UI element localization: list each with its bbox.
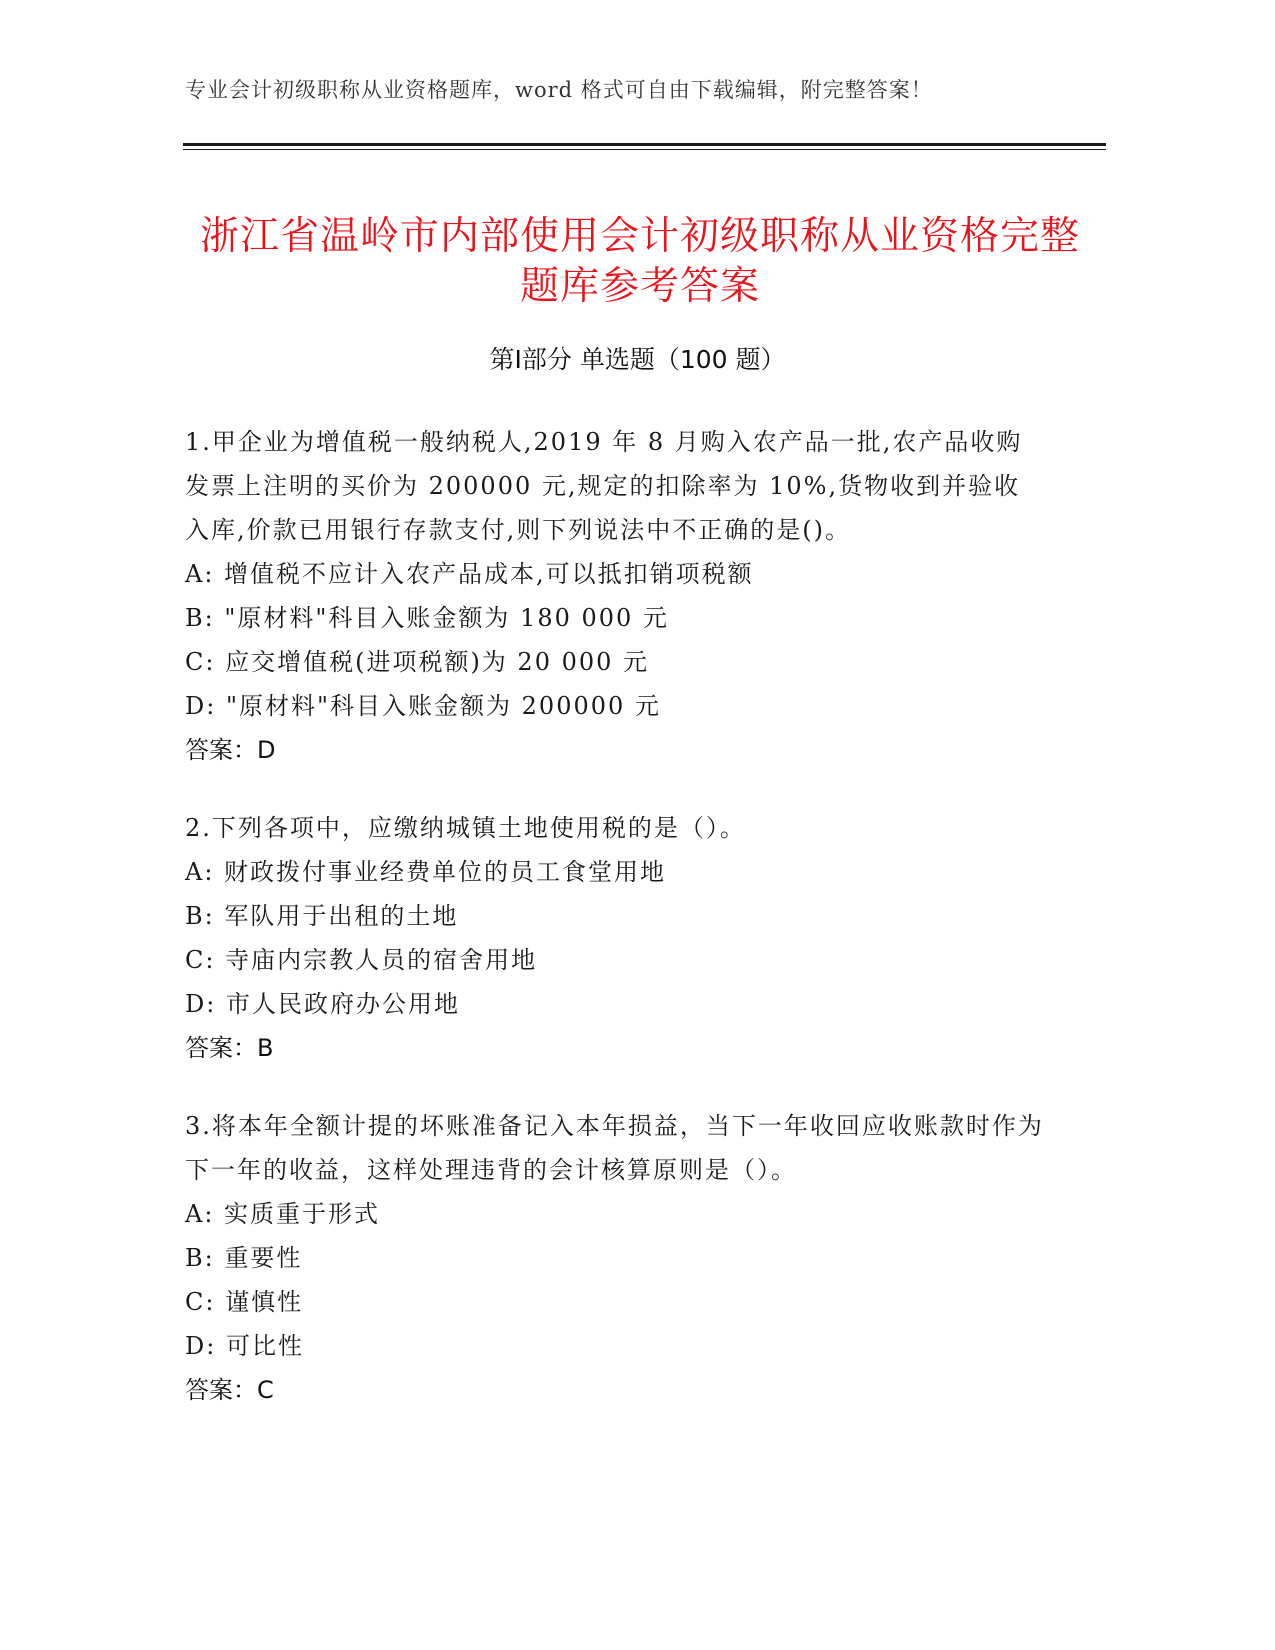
option-a: A: 实质重于形式 <box>185 1200 381 1228</box>
answer-line: 答案：D <box>185 736 276 764</box>
answer-line: 答案：C <box>185 1376 274 1404</box>
option-a: A: 财政拨付事业经费单位的员工食堂用地 <box>185 858 667 886</box>
question-item <box>185 806 1045 1070</box>
option-d: D: 市人民政府办公用地 <box>185 990 460 1018</box>
option-b: B: 重要性 <box>185 1244 303 1272</box>
header-note: 专业会计初级职称从业资格题库，word 格式可自由下载编辑，附完整答案！ <box>185 78 933 102</box>
option-c: C: 寺庙内宗教人员的宿舍用地 <box>185 946 538 974</box>
header-divider-thin <box>183 149 1106 150</box>
section-heading: 第Ⅰ部分 单选题（100 题） <box>489 345 786 374</box>
option-c: C: 应交增值税(进项税额)为 20 000 元 <box>185 648 650 676</box>
document-title: 浙江省温岭市内部使用会计初级职称从业资格完整题库参考答案 <box>199 214 1080 310</box>
header-divider-thick <box>183 143 1106 146</box>
option-b: B: "原材料"科目入账金额为 180 000 元 <box>185 604 669 632</box>
option-d: D: "原材料"科目入账金额为 200000 元 <box>185 692 661 720</box>
option-b: B: 军队用于出租的土地 <box>185 902 459 930</box>
option-a: A: 增值税不应计入农产品成本,可以抵扣销项税额 <box>185 560 754 588</box>
answer-line: 答案：B <box>185 1034 274 1062</box>
question-list <box>185 420 1045 1446</box>
option-c: C: 谨慎性 <box>185 1288 304 1316</box>
question-stem: 1.甲企业为增值税一般纳税人,2019 年 8 月购入农产品一批,农产品收购发票上注明的买价为 200000 元,规定的扣除率为 10%,货物收到并验收入库,价款已用银行存款支付,则下列说法中不正确的是()。 <box>185 428 1023 544</box>
question-stem: 2.下列各项中，应缴纳城镇土地使用税的是（）。 <box>185 814 746 842</box>
question-item <box>185 1104 1045 1412</box>
question-stem: 3.将本年全额计提的坏账准备记入本年损益，当下一年收回应收账款时作为下一年的收益，这样处理违背的会计核算原则是（）。 <box>185 1112 1044 1184</box>
option-d: D: 可比性 <box>185 1332 304 1360</box>
question-item <box>185 420 1045 772</box>
